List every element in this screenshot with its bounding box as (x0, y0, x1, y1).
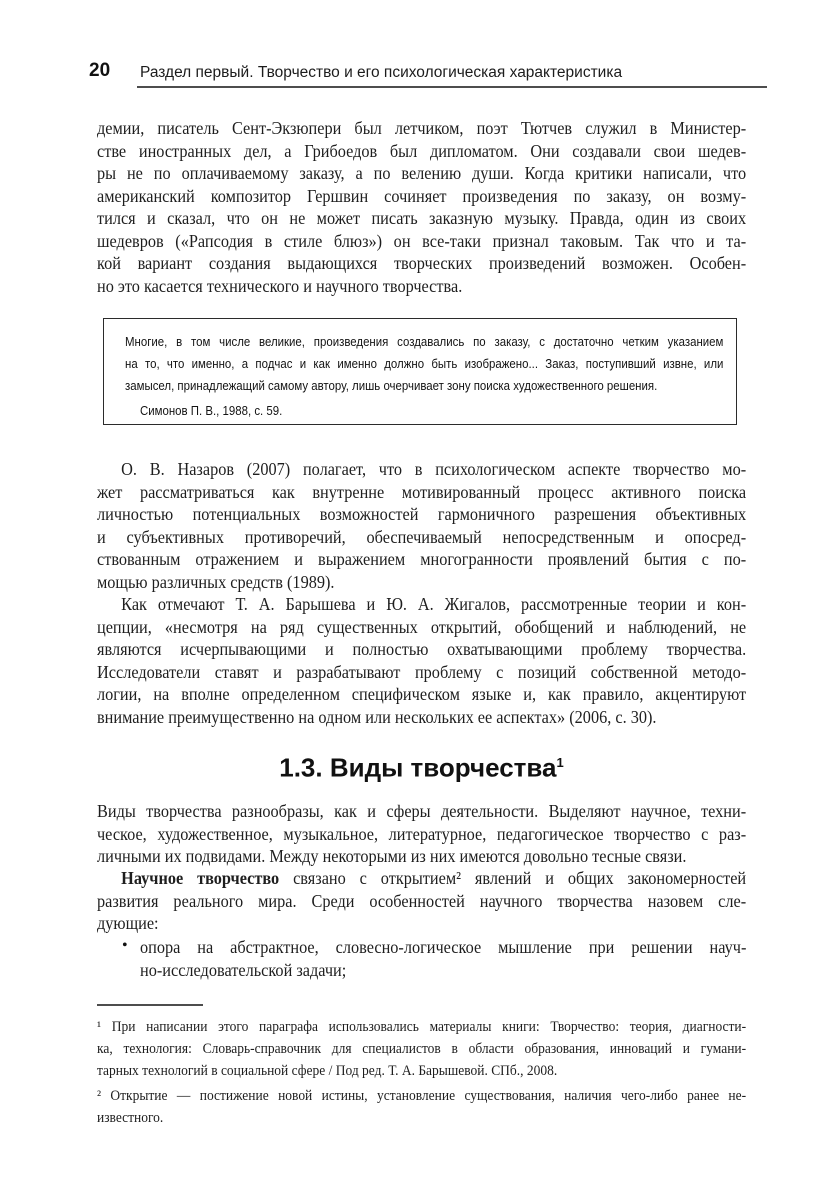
text-line: развития реального мира. Среди особенностей научного творчества назовем сле- (97, 890, 747, 911)
text-line: дующие: (97, 913, 159, 933)
text-line: являются исчерпывающими и полностью охватывающими проблему творчества. (97, 639, 747, 659)
footnote-line: тарных технологий в социальной сфере / Под ред. Т. А. Барышевой. СПб., 2008. (97, 1063, 558, 1079)
bullet-marker: • (122, 937, 128, 954)
bullet-list (97, 936, 757, 981)
bold-lead: Научное творчество (121, 868, 280, 888)
quote-line: на то, что именно, а подчас и как именно должно быть изображено... Заказ, поступивший извне, или (125, 356, 724, 371)
text-line: ры не по оплачиваемому заказу, а по велению души. Когда критики написали, что (97, 163, 747, 183)
paragraph-5 (97, 867, 795, 935)
text-line: Виды творчества разнообразы, как и сферы деятельности. Выделяют научное, техни- (97, 801, 747, 821)
text-line: ствованным отражением и выражением многогранности проявлений бытия с по- (97, 549, 747, 569)
text-line: личными их подвидами. Между некоторыми из них имеются довольно тесные связи. (97, 846, 687, 866)
text-line: логии, на вполне определенном специфическом языке и, как правило, акцентируют (97, 684, 747, 704)
paragraph-4 (97, 800, 795, 868)
text-line: ческое, художественное, музыкальное, литературное, педагогическое творчество с раз- (97, 823, 747, 844)
quote-attribution: Симонов П. В., 1988, с. 59. (139, 403, 283, 418)
footnote-2 (97, 1085, 795, 1129)
text-line: внимание преимущественно на одном или нескольких ее аспектах» (2006, с. 30). (97, 706, 657, 727)
text-line: стве иностранных дел, а Грибоедов был дипломатом. Они создавали свои шедев- (97, 140, 747, 161)
running-title: Раздел первый. Творчество и его психологическая характеристика (140, 64, 623, 81)
paragraph-1 (97, 117, 795, 297)
lead-rest: связано с открытием² явлений и общих закономерностей (279, 868, 747, 888)
quote-line: Многие, в том числе великие, произведения создавались по заказу, с достаточно четким указанием (125, 334, 724, 349)
section-heading (97, 748, 746, 783)
footnote-1 (97, 1016, 795, 1082)
text-line: демии, писатель Сент-Экзюпери был летчиком, поэт Тютчев служил в Министер- (97, 118, 747, 138)
footnote-separator-rule (97, 1004, 203, 1006)
heading-footnote-ref: 1 (556, 755, 564, 770)
paragraph-3 (97, 593, 795, 728)
text-line: Исследователи ставят и разрабатывают проблему с позиций собственной методо- (97, 661, 747, 682)
text-line: О. В. Назаров (2007) полагает, что в психологическом аспекте творчество мо- (121, 459, 747, 479)
footnote-line: ² Открытие — постижение новой истины, установление существования, наличия чего-либо ранее не- (97, 1088, 747, 1104)
footnote-line: известного. (97, 1110, 164, 1126)
text-line: и субъективных противоречий, обеспечиваемый непосредственным и опосред- (97, 526, 747, 547)
footnote-line: ¹ При написании этого параграфа использовались материалы книги: Творчество: теория, диагности- (97, 1019, 747, 1035)
bullet-item (97, 936, 757, 981)
text-line: личностью потенциальных возможностей гармоничного разрешения объективных (97, 504, 747, 524)
text-line: мощью различных средств (1989). (97, 571, 335, 592)
text-line: шедевров («Рапсодия в стиле блюз») он все-таки признал таковым. Так что и та- (97, 230, 747, 251)
quote-line: замысел, принадлежащий самому автору, лишь очерчивает зону поиска художественного решения. (125, 378, 658, 393)
text-line: жет рассматриваться как внутренне мотивированный процесс активного поиска (97, 481, 747, 502)
text-line: Как отмечают Т. А. Барышева и Ю. А. Жигалов, рассмотренные теории и кон- (121, 594, 747, 614)
paragraph-2 (97, 458, 795, 593)
text-line: но-исследовательской задачи; (140, 959, 347, 980)
text-line (97, 867, 746, 890)
text-line: цепции, «несмотря на ряд существенных открытий, обобщений и наблюдений, не (97, 616, 747, 637)
text-line: кой вариант создания выдающихся творческих произведений возможен. Особен- (97, 253, 747, 273)
header-rule (137, 86, 767, 88)
text-line: американский композитор Гершвин сочиняет произведения по заказу, он возму- (97, 185, 747, 206)
quote-box (103, 318, 737, 425)
text-line: тился и сказал, что он не может писать заказную музыку. Правда, один из своих (97, 208, 747, 228)
text-line: но это касается технического и научного творчества. (97, 275, 463, 296)
footnote-line: ка, технология: Словарь-справочник для специалистов в области образования, инноваций и гумани- (97, 1041, 747, 1057)
section-heading-text: 1.3. Виды творчества (279, 752, 557, 783)
text-line: опора на абстрактное, словесно-логическое мышление при решении науч- (140, 937, 747, 957)
page-number: 20 (89, 60, 111, 81)
